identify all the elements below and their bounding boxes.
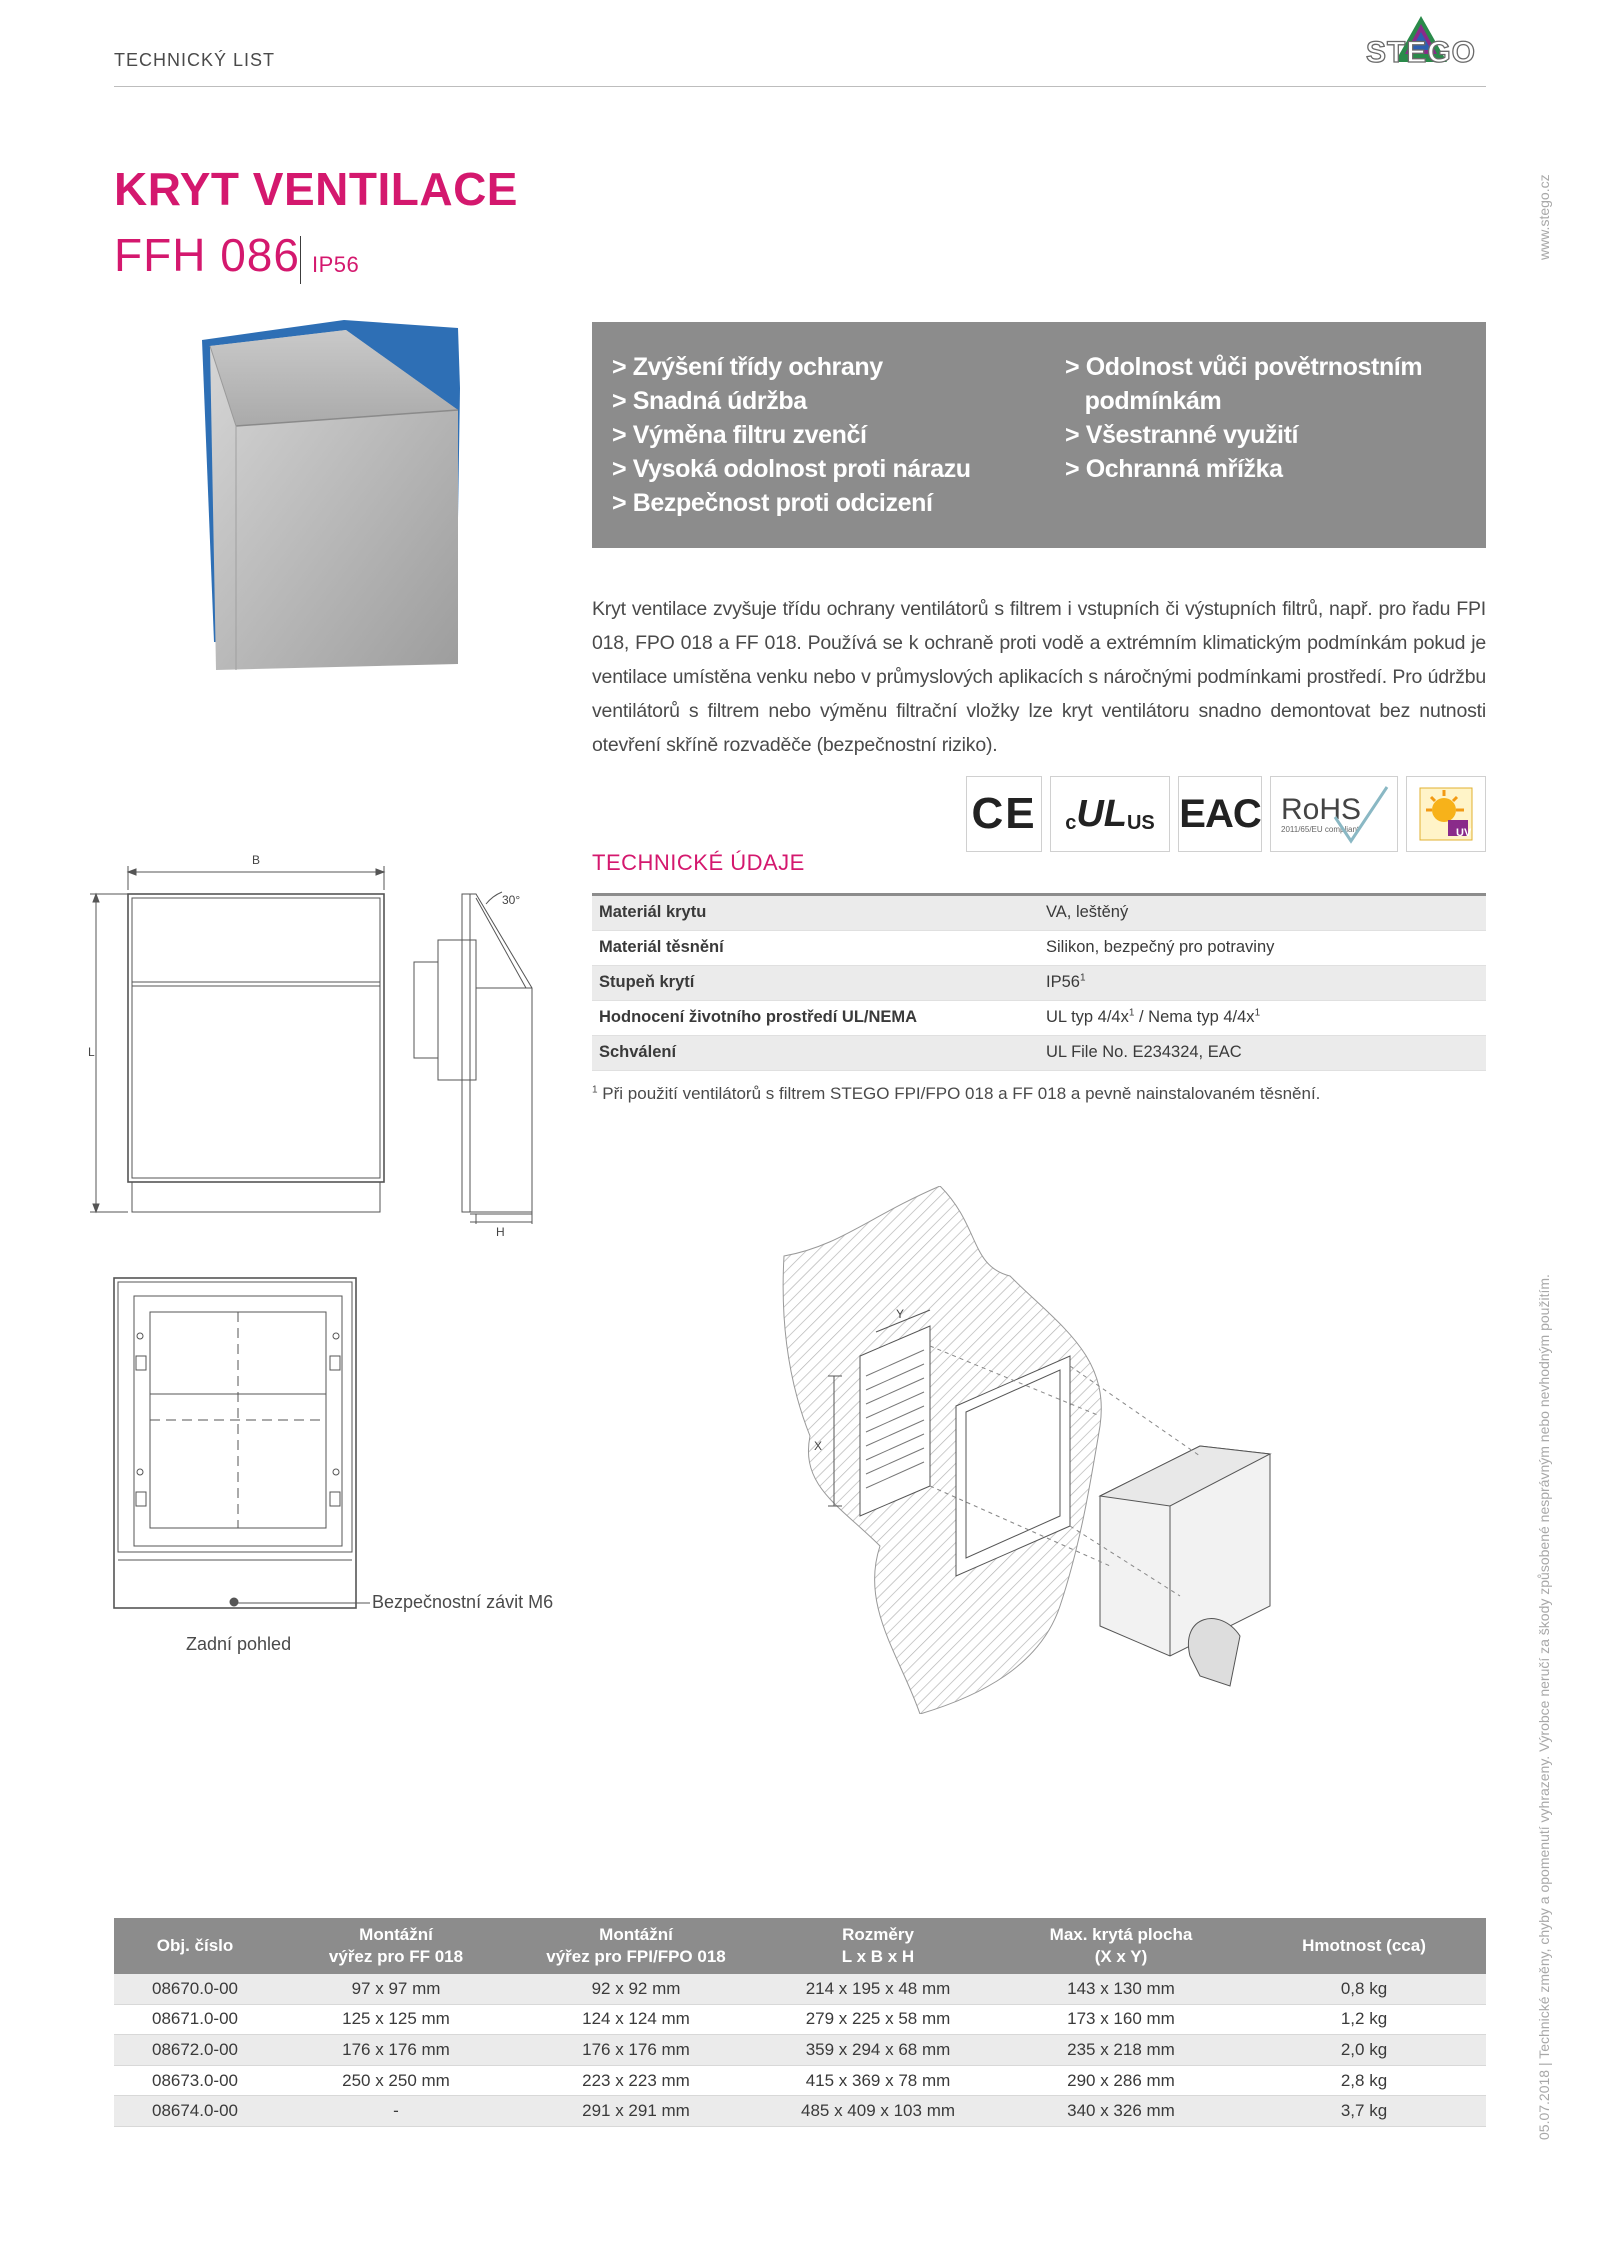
- table-cell: 173 x 160 mm: [1000, 2004, 1242, 2035]
- tech-data-heading: TECHNICKÉ ÚDAJE: [592, 850, 805, 875]
- table-cell: 279 x 225 x 58 mm: [756, 2004, 1000, 2035]
- feature-item: podmínkám: [1065, 387, 1222, 415]
- rear-view-caption: Zadní pohled: [186, 1634, 292, 1654]
- tech-row: [592, 1001, 1486, 1036]
- feature-item: > Výměna filtru zvenčí: [612, 421, 867, 449]
- table-row: [114, 2096, 1486, 2127]
- thread-leader-line: [236, 1602, 370, 1604]
- table-cell: 291 x 291 mm: [516, 2096, 756, 2127]
- protection-class: IP56: [312, 252, 360, 277]
- tech-footnote: $^1$ Při použití ventilátorů s filtrem STEGO FPI/FPO 018 a FF 018 a pevně nainstalovaném těsnění.: [592, 1084, 1321, 1103]
- tech-key: Schválení: [599, 1043, 677, 1061]
- certification-logos: [966, 776, 1486, 852]
- table-cell: 1,2 kg: [1242, 2004, 1486, 2035]
- table-cell: 92 x 92 mm: [516, 1974, 756, 2004]
- tech-value: Silikon, bezpečný pro potraviny: [1046, 938, 1275, 956]
- features-box: [592, 322, 1486, 548]
- table-cell: 2,0 kg: [1242, 2035, 1486, 2066]
- table-cell: 214 x 195 x 48 mm: [756, 1974, 1000, 2004]
- svg-text:H: H: [496, 1225, 505, 1236]
- features-left-list: [612, 350, 971, 520]
- rohs-mark-icon: RoHS 2011/65/EU compliant: [1270, 776, 1398, 852]
- header-cell: Rozměry L x B x H: [756, 1918, 1000, 1974]
- header-cell: Obj. číslo: [114, 1918, 276, 1974]
- tech-row: [592, 1036, 1486, 1071]
- table-cell: 08670.0-00: [114, 1974, 276, 2004]
- table-cell: 08674.0-00: [114, 2096, 276, 2127]
- tech-key: Materiál krytu: [599, 903, 707, 921]
- table-row: [114, 2065, 1486, 2096]
- table-cell: 235 x 218 mm: [1000, 2035, 1242, 2066]
- table-cell: 340 x 326 mm: [1000, 2096, 1242, 2127]
- tech-key: Stupeň krytí: [599, 973, 695, 991]
- table-cell: 359 x 294 x 68 mm: [756, 2035, 1000, 2066]
- tech-data-table: [592, 896, 1486, 1071]
- header-cell: Hmotnost (cca): [1242, 1918, 1486, 1974]
- feature-item: > Všestranné využití: [1065, 421, 1299, 449]
- table-cell: 124 x 124 mm: [516, 2004, 756, 2035]
- order-table-header: [114, 1918, 1486, 1974]
- tech-key: Materiál těsnění: [599, 938, 724, 956]
- table-cell: 176 x 176 mm: [276, 2035, 516, 2066]
- table-row: [114, 1974, 1486, 2004]
- feature-item: > Zvýšení třídy ochrany: [612, 353, 883, 381]
- feature-item: > Vysoká odolnost proti nárazu: [612, 455, 971, 483]
- tech-row: [592, 966, 1486, 1001]
- table-cell: 125 x 125 mm: [276, 2004, 516, 2035]
- tech-value: $IP56^1$: [1046, 972, 1086, 991]
- feature-item: > Ochranná mřížka: [1065, 455, 1283, 483]
- tech-value: UL typ $4/4x^1$ / Nema typ $4/4x^1$: [1046, 1007, 1261, 1026]
- uv-mark-icon: UV: [1406, 776, 1486, 852]
- front-view-drawing: [84, 850, 404, 1234]
- svg-text:30°: 30°: [502, 893, 521, 907]
- order-table: [114, 1918, 1486, 2127]
- feature-item: > Bezpečnost proti odcizení: [612, 489, 933, 517]
- tech-value: UL File No. E234324, EAC: [1046, 1043, 1242, 1061]
- table-cell: 0,8 kg: [1242, 1974, 1486, 2004]
- features-right-list: [1065, 350, 1422, 486]
- stego-logo: [1355, 14, 1487, 82]
- header-cell: Max. krytá plocha (X x Y): [1000, 1918, 1242, 1974]
- website-text: www.stego.cz: [1536, 174, 1552, 260]
- header-cell: Montážní výřez pro FF 018: [276, 1918, 516, 1974]
- header-divider: [114, 86, 1486, 87]
- table-row: [114, 2035, 1486, 2066]
- table-cell: 2,8 kg: [1242, 2065, 1486, 2096]
- tech-key: Hodnocení životního prostředí UL/NEMA: [599, 1008, 918, 1026]
- table-cell: 176 x 176 mm: [516, 2035, 756, 2066]
- table-cell: 08673.0-00: [114, 2065, 276, 2096]
- disclaimer-text: 05.07.2018 | Technické změny, chyby a opomenutí vyhrazeny. Výrobce neručí za škody způsobené nesprávným nebo nevhodným použitím.: [1536, 1274, 1552, 2140]
- tech-row: [592, 896, 1486, 931]
- table-cell: 290 x 286 mm: [1000, 2065, 1242, 2096]
- website-vertical: [1536, 140, 1554, 260]
- product-title: KRYT VENTILACE: [114, 163, 518, 215]
- side-view-drawing: [406, 884, 566, 1236]
- svg-text:B: B: [251, 853, 261, 867]
- ce-mark-icon: CE: [966, 776, 1042, 852]
- product-description: Kryt ventilace zvyšuje třídu ochrany ventilátorů s filtrem i vstupních či výstupních filtrů, např. pro řadu FPI 018, FPO 018 a FF 018. Používá se k ochraně proti vodě a extrémním klimatickým podmínkám pokud je ventilace umístěna venku nebo v průmyslových aplikacích s náročnými podmínkami prostředí. Pro údržbu ventilátorů s filtrem nebo výměnu filtrační vložky lze kryt ventilátoru snadno demontovat bez nutnosti otevření skříně rozvaděče (bezpečnostní riziko).: [592, 598, 1486, 756]
- table-cell: 3,7 kg: [1242, 2096, 1486, 2127]
- svg-text:Y: Y: [896, 1307, 905, 1321]
- table-row: [114, 2004, 1486, 2035]
- svg-text:L: L: [88, 1045, 95, 1059]
- table-cell: 485 x 409 x 103 mm: [756, 2096, 1000, 2127]
- header-cell: Montážní výřez pro FPI/FPO 018: [516, 1918, 756, 1974]
- tech-row: [592, 931, 1486, 966]
- table-cell: 08672.0-00: [114, 2035, 276, 2066]
- table-cell: 143 x 130 mm: [1000, 1974, 1242, 2004]
- feature-item: > Odolnost vůči povětrnostním: [1065, 353, 1423, 381]
- table-cell: 415 x 369 x 78 mm: [756, 2065, 1000, 2096]
- rear-view-drawing: [110, 1274, 360, 1614]
- disclaimer-vertical: [1536, 1274, 1556, 2140]
- tech-value: VA, leštěný: [1046, 903, 1129, 921]
- table-cell: 97 x 97 mm: [276, 1974, 516, 2004]
- ul-mark-icon: c UL US: [1050, 776, 1170, 852]
- table-cell: 223 x 223 mm: [516, 2065, 756, 2096]
- table-cell: 250 x 250 mm: [276, 2065, 516, 2096]
- thread-label: Bezpečnostní závit M6: [372, 1592, 554, 1612]
- svg-text:STEGO: STEGO: [1365, 36, 1477, 69]
- feature-item: > Snadná údržba: [612, 387, 807, 415]
- exploded-assembly-drawing: [780, 1186, 1274, 1714]
- product-model: FFH 086: [114, 229, 300, 281]
- model-separator: [300, 236, 301, 284]
- table-cell: 08671.0-00: [114, 2004, 276, 2035]
- product-photo: [196, 318, 466, 690]
- svg-text:X: X: [814, 1439, 823, 1453]
- document-type-label: TECHNICKÝ LIST: [114, 50, 276, 70]
- eac-mark-icon: EAC: [1178, 776, 1262, 852]
- table-cell: -: [276, 2096, 516, 2127]
